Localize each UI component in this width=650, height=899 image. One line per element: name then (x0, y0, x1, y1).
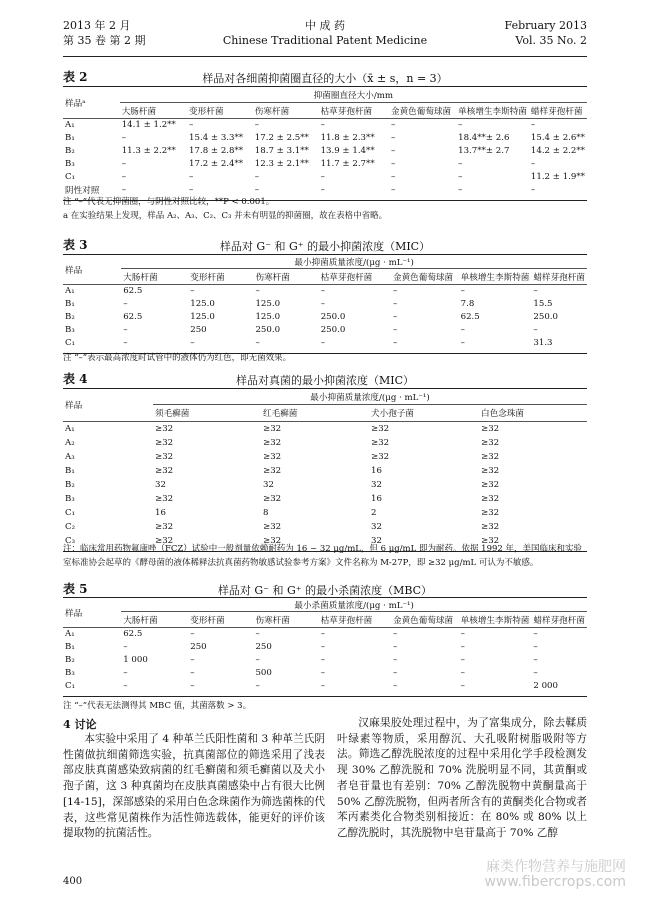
table-cell: – (533, 642, 538, 652)
table-row (63, 324, 587, 337)
table-row (63, 285, 587, 298)
table-cell: – (460, 681, 465, 691)
table-cell: 17.2 ± 2.5** (254, 133, 309, 143)
table-cell: – (392, 642, 398, 652)
table-row (63, 450, 587, 464)
table-cell: – (533, 325, 538, 335)
table-cell: – (320, 655, 325, 665)
table-group-header: 抑菌圈直径大小/mm (120, 87, 587, 103)
table-column-header: 枯草芽孢杆菌 (319, 103, 389, 119)
table-cell: – (320, 185, 325, 195)
table-row-label: B₃ (65, 159, 75, 169)
table-row (63, 132, 587, 145)
journal-title-en: Chinese Traditional Patent Medicine (222, 34, 428, 47)
table-cell: – (190, 338, 195, 348)
table-cell: 17.8 ± 2.8** (189, 146, 244, 156)
page-header (63, 18, 587, 54)
table-cell: 62.5 (123, 286, 143, 297)
table-cell: 15.4 ± 3.3** (189, 133, 244, 143)
table-column-header: 单核增生李斯特菌 (459, 612, 532, 628)
table-cell: – (460, 338, 465, 348)
table-column-header: 枯草芽孢杆菌 (319, 269, 391, 285)
table-cell: – (123, 681, 128, 691)
table-column-header: 白色念珠菌 (479, 405, 587, 422)
table-cell: ≥32 (481, 423, 500, 434)
table-row (63, 171, 587, 184)
table-cell: 2 (371, 507, 377, 518)
table-group-header: 最小抑菌质量浓度/(μg · mL⁻¹) (121, 255, 587, 269)
table-cell: – (320, 642, 325, 652)
table-cell: 125.0 (255, 299, 281, 309)
table-cell: ≥32 (263, 493, 282, 504)
table-cell: – (320, 172, 325, 182)
table-column-header: 变形杆菌 (188, 612, 253, 628)
table-cell: – (392, 299, 398, 309)
table-cell: – (255, 629, 260, 640)
table-cell: 18.7 ± 3.1** (254, 146, 309, 156)
table-row (63, 184, 587, 197)
table-cell: 15.5 (533, 299, 553, 309)
table-column-header: 犬小孢子菌 (369, 405, 479, 422)
table-column-header: 伤寒杆菌 (253, 103, 319, 119)
table-cell: 31.3 (533, 338, 553, 348)
table5-note: 注 “–”代表无法测得其 MBC 值，其菌落数 > 3。 (63, 701, 252, 711)
table-column-header: 大肠杆菌 (121, 612, 188, 628)
table-cell: 1 000 (123, 655, 148, 665)
table-row (63, 641, 587, 654)
table-row (63, 520, 587, 534)
table-group-header: 最小抑菌质量浓度/(μg · mL⁻¹) (153, 389, 587, 405)
table-row (63, 422, 587, 436)
table-row (63, 298, 587, 311)
table-row-label: B₂ (65, 479, 75, 490)
table-cell: ≥32 (481, 479, 500, 490)
table-cell: – (123, 642, 128, 652)
table-cell: 32 (263, 479, 274, 490)
table-cell: ≥32 (155, 451, 174, 462)
table-cell: – (392, 338, 398, 348)
table-cell: – (390, 146, 396, 156)
table-cell: – (392, 325, 398, 335)
table-cell: 13.7**± 2.7 (458, 146, 510, 156)
table-row-label: C₁ (65, 681, 76, 691)
table-row-label: A₁ (65, 120, 75, 131)
header-year-month: 2013 年 2 月 (63, 19, 131, 32)
table-cell: – (123, 299, 128, 309)
table-cell: ≥32 (263, 451, 282, 462)
table-cell: – (123, 325, 128, 335)
table-cell: – (121, 185, 126, 195)
watermark (484, 860, 626, 890)
table-row (63, 478, 587, 492)
table-row-header: 样品 (63, 389, 153, 422)
table-cell: 125.0 (255, 312, 281, 322)
table-cell: – (255, 655, 260, 665)
table-cell: – (190, 668, 195, 678)
table-row (63, 506, 587, 520)
table-cell: ≥32 (155, 437, 174, 448)
table-row (63, 311, 587, 324)
table-cell: ≥32 (371, 451, 390, 462)
table-cell: ≥32 (155, 521, 174, 532)
table-cell: 250.0 (533, 312, 558, 322)
table-row-header: 样品 (63, 255, 121, 285)
table-cell: 16 (371, 493, 382, 504)
journal-title-cn: 中 成 药 (305, 19, 345, 32)
table-cell: 250 (190, 325, 207, 335)
table3 (63, 254, 587, 354)
table-cell: – (190, 629, 195, 640)
table-cell: 13.9 ± 1.4** (320, 146, 375, 156)
table-cell: 125.0 (190, 312, 215, 322)
table-cell: – (254, 172, 260, 182)
table-row-label: B₁ (65, 642, 75, 652)
table-cell: – (533, 286, 538, 297)
table-group-header: 最小杀菌质量浓度/(μg · mL⁻¹) (121, 598, 587, 612)
table-row (63, 654, 587, 667)
table-column-header: 红毛癣菌 (261, 405, 369, 422)
table-cell: 32 (371, 535, 382, 546)
table-row-label: B₁ (65, 465, 75, 476)
table-cell: 32 (371, 521, 382, 532)
table-row (63, 119, 587, 132)
table-cell: – (458, 185, 463, 195)
table-row-header: 样品 (63, 598, 121, 628)
table-cell: – (320, 120, 325, 131)
table-cell: – (123, 338, 128, 348)
header-volume-issue: 第 35 卷 第 2 期 (63, 34, 146, 47)
table-cell: 250.0 (255, 325, 281, 335)
table-row-label: C₃ (65, 535, 76, 546)
table-cell: 250 (190, 642, 207, 652)
table-row (63, 464, 587, 478)
table-cell: ≥32 (371, 437, 390, 448)
table-cell: 125.0 (190, 299, 215, 309)
table-cell: ≥32 (481, 521, 500, 532)
table-cell: ≥32 (481, 493, 500, 504)
table-row-label: B₃ (65, 493, 75, 504)
table-column-header: 伤寒杆菌 (253, 269, 318, 285)
table-row-label: C₁ (65, 338, 76, 348)
table-cell: – (254, 185, 260, 195)
table-cell: ≥32 (263, 535, 282, 546)
table-cell: ≥32 (155, 535, 174, 546)
table-row-label: C₂ (65, 521, 76, 532)
table-row-label: A₁ (65, 629, 75, 640)
section-heading-discussion: 4 讨论 (63, 718, 97, 731)
table-cell: 12.3 ± 2.1** (254, 159, 309, 169)
table-cell: – (530, 159, 536, 169)
table4-caption: 样品对真菌的最小抑菌浓度（MIC） (235, 374, 415, 387)
table-cell: – (460, 325, 465, 335)
table-row-label: B₁ (65, 133, 75, 143)
table-column-header: 金黄色葡萄球菌 (389, 103, 456, 119)
table-cell: 16 (155, 507, 166, 518)
table-cell: 250 (255, 642, 272, 652)
table-cell: 62.5 (123, 312, 143, 322)
table-cell: – (533, 655, 538, 665)
table-cell: – (533, 629, 538, 640)
header-right (505, 18, 587, 48)
table4-label: 表 4 (63, 372, 88, 386)
table-spacer (63, 693, 587, 697)
table-cell: – (121, 133, 126, 143)
table-cell: – (530, 120, 536, 131)
table-cell: 62.5 (460, 312, 480, 322)
table-column-header: 须毛癣菌 (153, 405, 261, 422)
table-column-header: 枯草芽孢杆菌 (319, 612, 391, 628)
table-cell: 11.7 ± 2.7** (320, 159, 375, 169)
table-cell: – (320, 338, 325, 348)
table-row-label: 阴性对照 (65, 186, 100, 196)
table-cell: – (392, 681, 398, 691)
table2-note: 注 “–”代表无抑菌圈，与阴性对照比较，**P < 0.001。 (63, 197, 275, 207)
table4-note-line1: 注：临床常用药物氟康唑（FCZ）试验中一般剂量依赖耐药为 16 ~ 32 μg/mL，但 6 μg/mL 即为耐药。依据 1992 年，美国临床和实验 (63, 544, 582, 554)
table-cell: – (121, 172, 126, 182)
table-cell: 500 (255, 668, 272, 678)
table-row-label: A₃ (65, 451, 75, 462)
table-cell: ≥32 (155, 493, 174, 504)
table5-label: 表 5 (63, 582, 88, 596)
table-cell: – (320, 299, 325, 309)
table-cell: – (320, 668, 325, 678)
table-cell: – (123, 668, 128, 678)
table5-caption: 样品对 G⁻ 和 G⁺ 的最小杀菌浓度（MBC） (217, 584, 433, 597)
table-cell: – (460, 286, 465, 297)
table-row (63, 145, 587, 158)
table-cell: – (320, 286, 325, 297)
table-column-header: 单核增生李斯特菌 (459, 269, 532, 285)
table-cell: ≥32 (263, 437, 282, 448)
table-cell: 250.0 (320, 312, 346, 322)
table3-caption: 样品对 G⁻ 和 G⁺ 的最小抑菌浓度（MIC） (219, 240, 431, 253)
table-column-header: 变形杆菌 (188, 269, 253, 285)
table3-label: 表 3 (63, 238, 88, 252)
table-cell: 32 (155, 479, 166, 490)
table-row-label: A₁ (65, 423, 75, 434)
table-cell: ≥32 (155, 465, 174, 476)
table-cell: 17.2 ± 2.4** (189, 159, 244, 169)
table-column-header: 大肠杆菌 (120, 103, 187, 119)
table-cell: 32 (371, 479, 382, 490)
table2 (63, 86, 587, 201)
table-row (63, 680, 587, 693)
table-cell: 8 (263, 507, 269, 518)
table-row-label: A₂ (65, 437, 75, 448)
table-cell: 18.4**± 2.6 (458, 133, 510, 143)
table-cell: ≥32 (263, 521, 282, 532)
table5 (63, 597, 587, 697)
table-cell: 62.5 (123, 629, 143, 640)
table3-note: 注 “–”表示最高浓度时试管中的液体仍为红色，即无菌效果。 (63, 353, 292, 363)
table-column-header: 伤寒杆菌 (253, 612, 318, 628)
table-cell: ≥32 (263, 465, 282, 476)
table4 (63, 388, 587, 552)
table-cell: – (390, 185, 396, 195)
table-cell: 7.8 (460, 299, 475, 309)
table-cell: – (390, 133, 396, 143)
table-cell: – (190, 655, 195, 665)
table-cell: – (460, 642, 465, 652)
table-row-label: B₃ (65, 325, 75, 335)
table-column-header: 单核增生李斯特菌 (456, 103, 529, 119)
table2-footnote: a 在实验结果上发现，样品 A₂、A₃、C₂、C₃ 并未有明显的抑菌圈，故在表格中省略。 (63, 211, 388, 221)
table2-caption: 样品对各细菌抑菌圈直径的大小（x̄ ± s，n = 3） (202, 72, 448, 85)
table-cell: – (189, 172, 194, 182)
table-row (63, 337, 587, 350)
table2-label: 表 2 (63, 70, 88, 84)
table-cell: – (392, 312, 398, 322)
table-cell: ≥32 (263, 423, 282, 434)
table-cell: 11.8 ± 2.3** (320, 133, 375, 143)
header-date-en: February 2013 (504, 19, 587, 32)
table-cell: ≥32 (481, 465, 500, 476)
table-cell: ≥32 (481, 437, 500, 448)
table-cell: – (255, 681, 260, 691)
table-cell: – (255, 338, 260, 348)
table-column-header: 金黄色葡萄球菌 (391, 269, 459, 285)
table-column-header: 金黄色葡萄球菌 (391, 612, 459, 628)
table-row-label: B₃ (65, 668, 75, 678)
watermark-line2: www.fibercrops.com (484, 874, 626, 890)
table-row (63, 492, 587, 506)
table-cell: – (533, 668, 538, 678)
table-cell: – (530, 185, 536, 195)
table-cell: – (390, 172, 396, 182)
table-cell: – (392, 286, 398, 297)
table-cell: – (189, 185, 194, 195)
header-divider (63, 56, 587, 57)
table-cell: ≥32 (371, 423, 390, 434)
table-column-header: 蜡样芽孢杆菌 (529, 103, 587, 119)
table-cell: 11.2 ± 1.9** (530, 172, 585, 182)
table-column-header: 蜡样芽孢杆菌 (531, 269, 587, 285)
table-row-label: B₁ (65, 299, 75, 309)
table-row-label: C₁ (65, 507, 76, 518)
table-row (63, 158, 587, 171)
table-cell: – (458, 172, 463, 182)
table-cell: – (392, 655, 398, 665)
table-cell: – (390, 159, 396, 169)
discussion-right-column: 汉麻果胶处理过程中，为了富集成分，除去鞣质叶绿素等物质，采用醇沉、大孔吸附树脂吸附等方法。筛选乙醇洗脱浓度的过程中采用化学手段检测发现 30% 乙醇洗脱和 70% 洗脱明显不同，其黄酮或者皂苷量也有差别：70% 乙醇洗脱物中黄酮量高于 50% 乙醇洗脱物，但两者所含有的黄酮类化合物或者苯丙素类化合物类别相接近：在 80% 或 80% 以上乙醇洗脱时，其洗脱物中皂苷量高于 70% 乙醇 (337, 717, 587, 839)
table-cell: 14.2 ± 2.2** (530, 146, 585, 156)
table-row-label: B₂ (65, 146, 75, 156)
table-cell: 14.1 ± 1.2** (121, 120, 176, 131)
table-cell: – (320, 681, 325, 691)
table-row-label: B₂ (65, 655, 75, 665)
table-column-header: 大肠杆菌 (121, 269, 188, 285)
header-vol-en: Vol. 35 No. 2 (515, 34, 587, 47)
table-cell: – (190, 286, 195, 297)
table-row-label: B₂ (65, 312, 75, 322)
table-cell: ≥32 (481, 451, 500, 462)
table-cell: – (460, 668, 465, 678)
table-cell: – (189, 120, 194, 131)
table-column-header: 蜡样芽孢杆菌 (531, 612, 587, 628)
table-cell: – (458, 120, 463, 131)
table-row (63, 667, 587, 680)
page-number: 400 (63, 876, 83, 887)
table-cell: 16 (371, 465, 382, 476)
table-cell: 11.3 ± 2.2** (121, 146, 176, 156)
table-cell: – (460, 629, 465, 640)
table-cell: 250.0 (320, 325, 346, 335)
table-cell: – (320, 629, 325, 640)
table4-note-line2: 室标准协会起草的《酵母菌的液体稀释法抗真菌药物敏感试验参考方案》文件名称为 M-27P，即 ≥32 μg/mL 可认为不敏感。 (63, 558, 539, 568)
table-cell: – (390, 120, 396, 131)
table-cell: – (190, 681, 195, 691)
table-row-header: 样品ᵃ (63, 87, 120, 119)
table-cell: ≥32 (155, 423, 174, 434)
table-row-label: A₁ (65, 286, 75, 297)
discussion-left-column: 本实验中采用了 4 种革兰氏阳性菌和 3 种革兰氏阴性菌做抗细菌筛选实验，抗真菌部位的筛选采用了浅表部皮肤真菌感染致病菌的红毛癣菌和须毛癣菌以及犬小孢子菌，这 3 种真菌均在皮肤真菌感染中占有很大比例[14-15]，深部感染的采用白色念珠菌作为筛选菌株的代表，这些常见菌株作为活性筛选载体，能更好的评价该提取物的抗菌活性。 (63, 733, 325, 840)
table-cell: – (458, 159, 463, 169)
table-cell: – (255, 286, 260, 297)
table-row (63, 628, 587, 641)
table-cell: ≥32 (481, 535, 500, 546)
table-cell: – (392, 668, 398, 678)
table-row-label: C₁ (65, 172, 76, 182)
table-cell: 2 000 (533, 681, 558, 691)
table-cell: – (392, 629, 398, 640)
table-cell: – (254, 120, 260, 131)
watermark-line1: 麻类作物营养与施肥网 (486, 859, 626, 875)
table-cell: ≥32 (481, 507, 500, 518)
table-row (63, 436, 587, 450)
table-column-header: 变形杆菌 (187, 103, 253, 119)
table-cell: – (460, 655, 465, 665)
table-cell: – (121, 159, 126, 169)
table-cell: 15.4 ± 2.6** (530, 133, 585, 143)
